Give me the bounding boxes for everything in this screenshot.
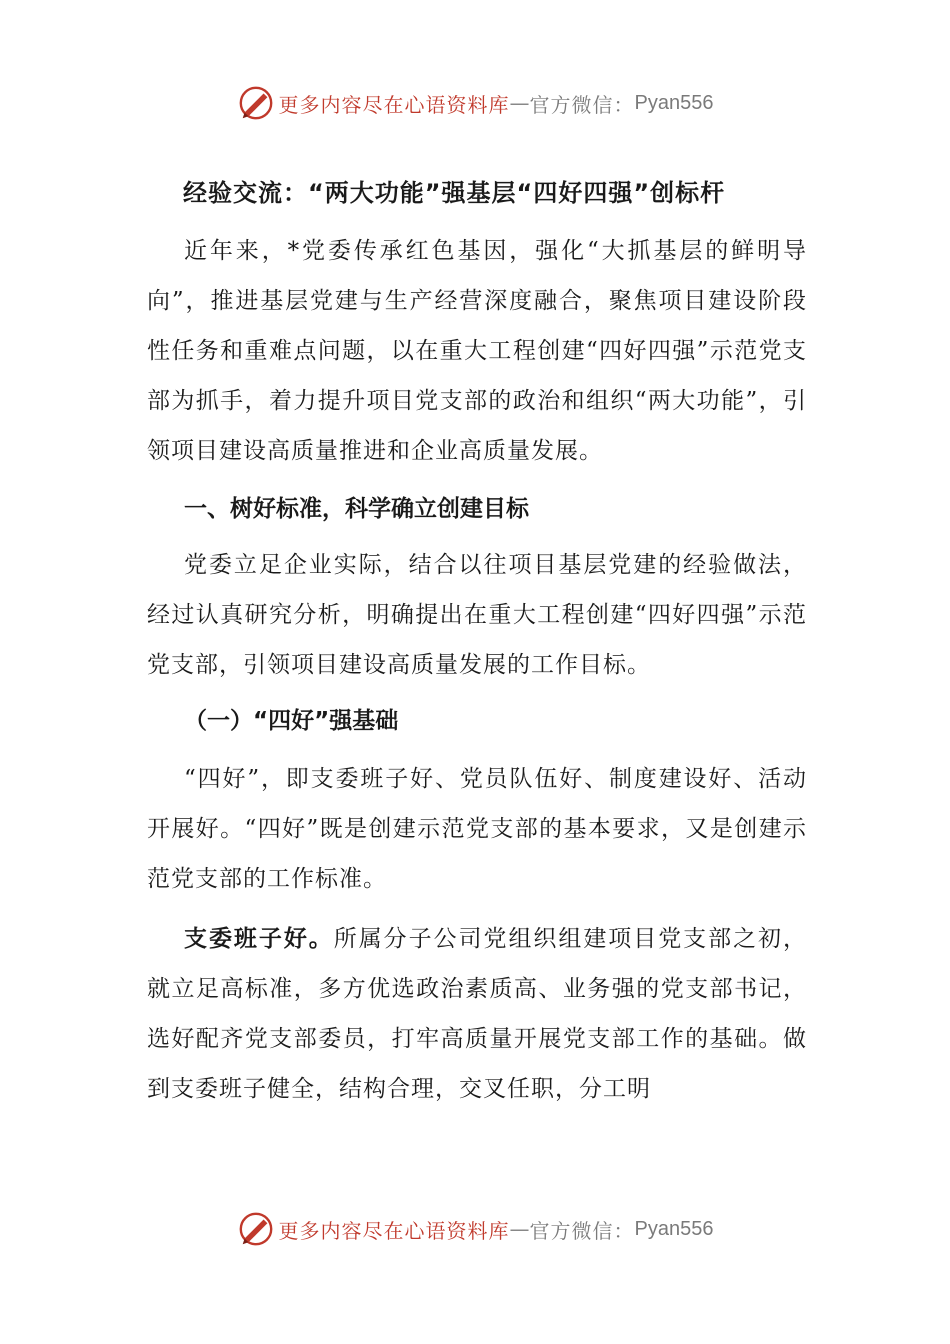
document-title: 经验交流：“两大功能”强基层“四好四强”创标杆 bbox=[183, 179, 726, 207]
document-body bbox=[147, 168, 807, 1114]
subsection1-paragraph: “四好”，即支委班子好、党员队伍好、制度建设好、活动开展好。“四好”既是创建示范党支部的基本要求，又是创建示范党支部的工作标准。 bbox=[147, 766, 807, 892]
watermark-label: 官方微信： bbox=[529, 92, 635, 117]
point1-lead: 支委班子好。 bbox=[184, 926, 334, 952]
intro-paragraph: 近年来，*党委传承红色基因，强化“大抓基层的鲜明导向”，推进基层党建与生产经营深度融合，聚焦项目建设阶段性任务和重难点问题，以在重大工程创建“四好四强”示范党支部为抓手，着力提升项目党支部的政治和组织“两大功能”，引领项目建设高质量推进和企业高质量发展。 bbox=[147, 238, 807, 464]
watermark-separator: — bbox=[509, 91, 530, 115]
watermark-separator: — bbox=[509, 1217, 530, 1241]
watermark-id: Pyan556 bbox=[634, 1217, 714, 1240]
watermark-brand: 更多内容尽在心语资料库 bbox=[278, 92, 510, 117]
watermark-id: Pyan556 bbox=[634, 91, 714, 114]
point1-text: 所属分子公司党组织组建项目党支部之初，就立足高标准，多方优选政治素质高、业务强的党支部书记，选好配齐党支部委员，打牢高质量开展党支部工作的基础。做到支委班子健全，结构合理，交叉任职，分工明 bbox=[147, 926, 808, 1102]
watermark-label: 官方微信： bbox=[529, 1218, 635, 1243]
point1-paragraph bbox=[147, 914, 807, 1114]
section1-heading: 一、树好标准，科学确立创建目标 bbox=[184, 496, 529, 522]
header-watermark bbox=[0, 78, 950, 128]
pen-circle-icon bbox=[237, 84, 275, 122]
subsection1-heading: （一）“四好”强基础 bbox=[184, 708, 399, 734]
footer-watermark bbox=[0, 1204, 950, 1254]
pen-circle-icon bbox=[237, 1210, 275, 1248]
watermark-brand: 更多内容尽在心语资料库 bbox=[278, 1218, 510, 1243]
section1-paragraph: 党委立足企业实际，结合以往项目基层党建的经验做法，经过认真研究分析，明确提出在重大工程创建“四好四强”示范党支部，引领项目建设高质量发展的工作目标。 bbox=[147, 552, 807, 678]
